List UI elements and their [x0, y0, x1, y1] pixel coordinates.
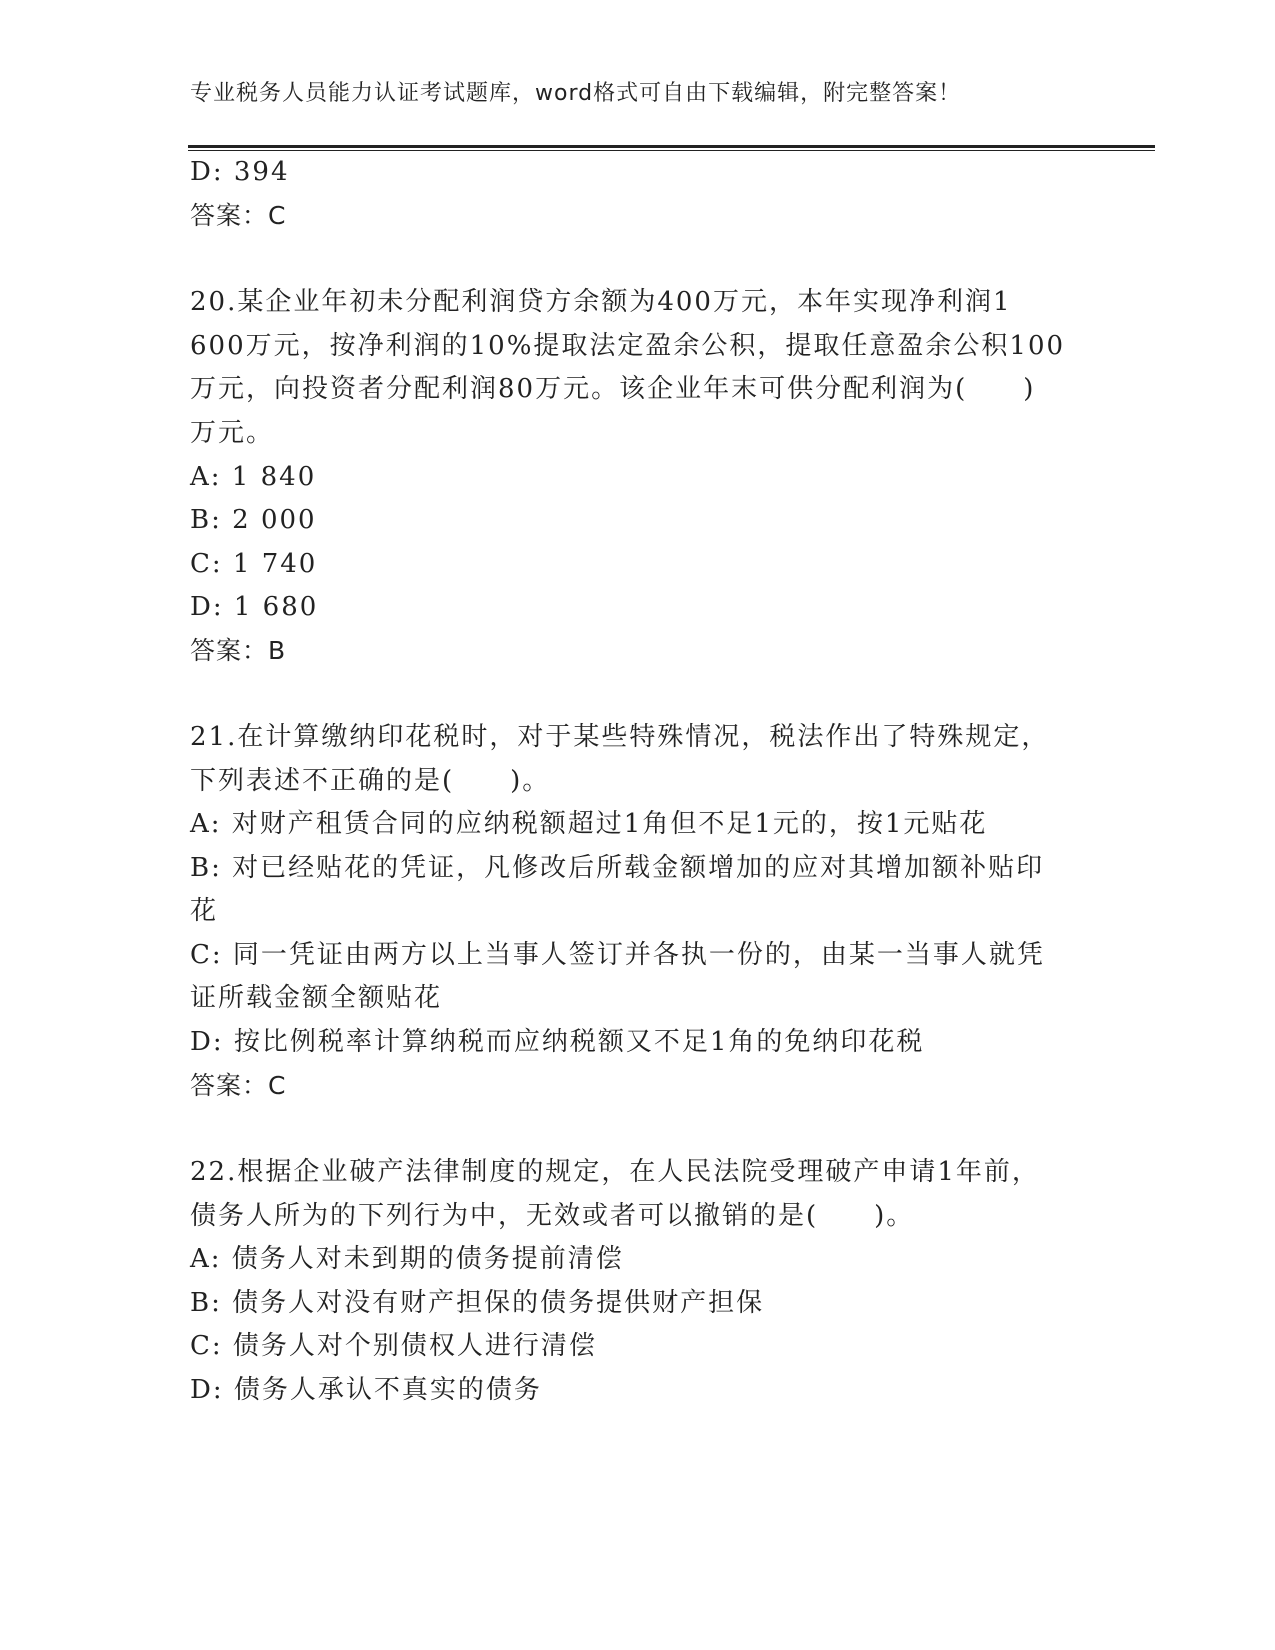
q20-option-d: D: 1 680 — [190, 592, 319, 622]
q22-option-b: B: 债务人对没有财产担保的债务提供财产担保 — [190, 1288, 765, 1318]
q22-stem-line: 债务人所为的下列行为中，无效或者可以撤销的是( )。 — [190, 1201, 915, 1231]
q21-answer: 答案：C — [190, 1071, 287, 1100]
q22-option-d: D: 债务人承认不真实的债务 — [190, 1375, 542, 1405]
q20-stem-line: 万元。 — [190, 418, 275, 448]
q22-option-a: A: 债务人对未到期的债务提前清偿 — [190, 1244, 624, 1274]
q20-answer: 答案：B — [190, 636, 287, 665]
prev-answer: 答案：C — [190, 201, 287, 230]
q21-option-d: D: 按比例税率计算纳税而应纳税额又不足1角的免纳印花税 — [190, 1027, 925, 1057]
q21-option-a: A: 对财产租赁合同的应纳税额超过1角但不足1元的，按1元贴花 — [190, 809, 988, 839]
page-header: 专业税务人员能力认证考试题库，word格式可自由下载编辑，附完整答案！ — [190, 81, 962, 106]
q20-option-b: B: 2 000 — [190, 505, 317, 535]
q20-stem-line: 20.某企业年初未分配利润贷方余额为400万元，本年实现净利润1 — [190, 287, 1012, 317]
header-rule-thick — [188, 145, 1155, 148]
q21-option-c-cont: 证所载金额全额贴花 — [190, 983, 443, 1013]
q20-stem-line: 万元，向投资者分配利润80万元。该企业年末可供分配利润为( ) — [190, 374, 1036, 404]
q21-stem-line: 21.在计算缴纳印花税时，对于某些特殊情况，税法作出了特殊规定， — [190, 722, 1050, 752]
q21-option-c: C: 同一凭证由两方以上当事人签订并各执一份的，由某一当事人就凭 — [190, 940, 1045, 970]
prev-option-d: D: 394 — [190, 157, 290, 187]
header-rule-thin — [188, 150, 1155, 151]
q22-stem-line: 22.根据企业破产法律制度的规定，在人民法院受理破产申请1年前， — [190, 1157, 1040, 1187]
q22-option-c: C: 债务人对个别债权人进行清偿 — [190, 1331, 597, 1361]
q21-option-b: B: 对已经贴花的凭证，凡修改后所载金额增加的应对其增加额补贴印 — [190, 853, 1045, 883]
q20-stem-line: 600万元，按净利润的10%提取法定盈余公积，提取任意盈余公积100 — [190, 331, 1066, 361]
q21-stem-line: 下列表述不正确的是( )。 — [190, 766, 551, 796]
q20-option-a: A: 1 840 — [190, 462, 317, 492]
q21-option-b-cont: 花 — [190, 896, 219, 926]
q20-option-c: C: 1 740 — [190, 549, 318, 579]
